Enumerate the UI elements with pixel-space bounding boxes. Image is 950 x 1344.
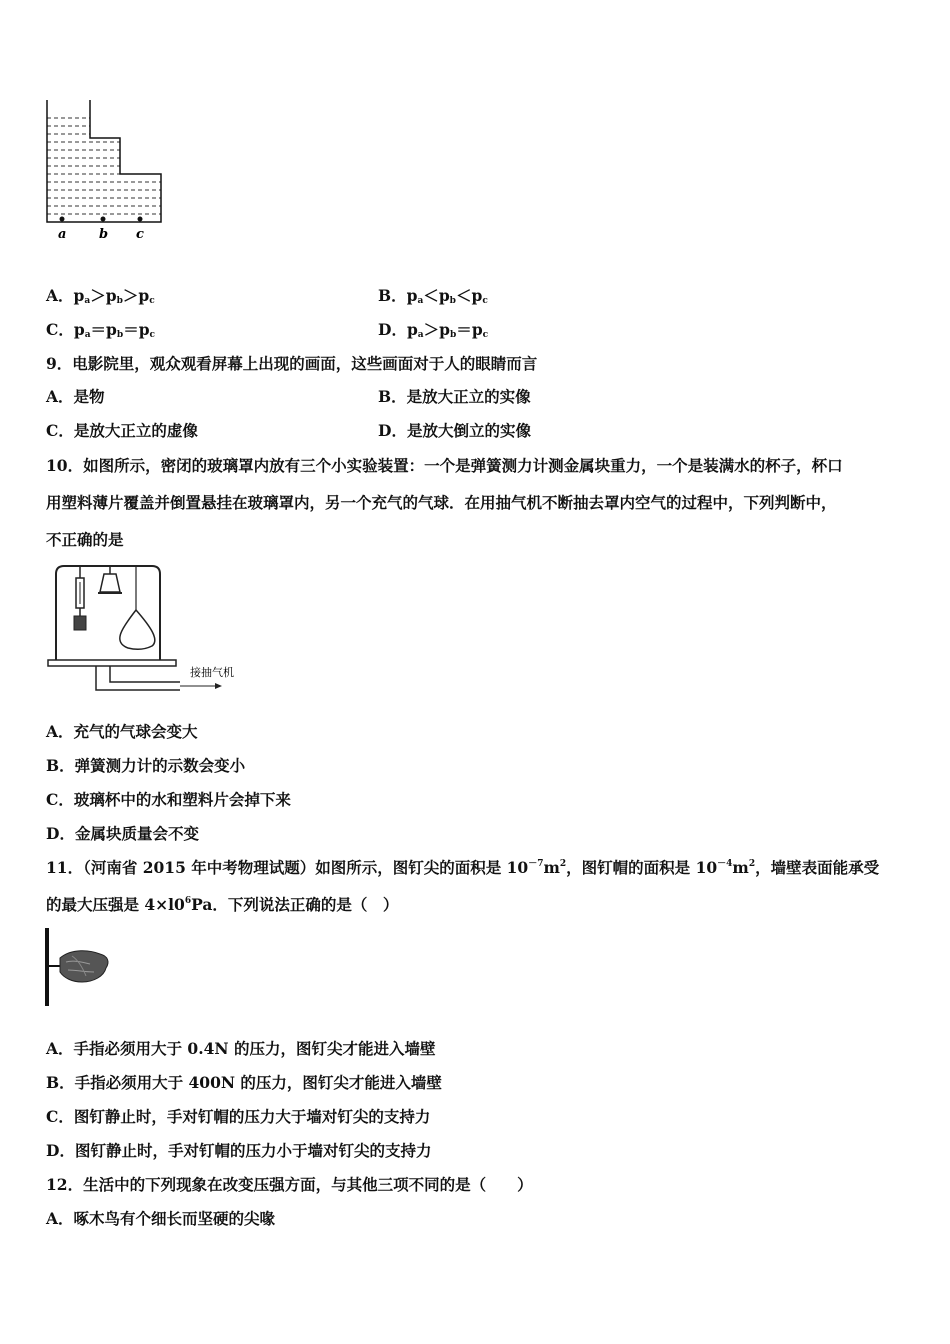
- q11-stem-line2: 的最大压强是 $4\times l0^6Pa$．下列说法正确的是（ ）: [46, 895, 399, 914]
- q9-stem: 9．电影院里，观众观看屏幕上出现的画面，这些画面对于人的眼睛而言: [46, 354, 538, 373]
- q8-option-a: A．$p_a>p_b>p_c$: [46, 286, 155, 306]
- point-b: [101, 217, 106, 222]
- pump-label: 接抽气机: [190, 666, 234, 679]
- point-a: [60, 217, 65, 222]
- q11-option-c: C．图钉静止时，手对钉帽的压力大于墙对钉尖的支持力: [46, 1107, 431, 1126]
- q10-option-c: C．玻璃杯中的水和塑料片会掉下来: [46, 790, 291, 809]
- q8-option-d: D．$p_a>p_b=p_c$: [378, 320, 489, 340]
- q11-option-a: A．手指必须用大于 0.4N 的压力，图钉尖才能进入墙壁: [46, 1039, 436, 1058]
- stepped-container-figure: [40, 98, 170, 243]
- q12-option-a: A．啄木鸟有个细长而坚硬的尖喙: [46, 1209, 276, 1228]
- q9-option-d: D．是放大倒立的实像: [378, 421, 531, 440]
- q8-option-c: C．$p_a=p_b=p_c$: [46, 320, 156, 340]
- q11-stem-line1: 11．（河南省 2015 年中考物理试题）如图所示，图钉尖的面积是 $10^{-7}m^2$，图钉帽的面积是 $10^{-4}m^2$，墙壁表面能承受: [46, 858, 880, 877]
- q10-stem-line1: 10．如图所示，密闭的玻璃罩内放有三个小实验装置：一个是弹簧测力计测金属块重力，一个是装满水的杯子，杯口: [46, 456, 843, 475]
- q8-option-b: B．$p_a<p_b<p_c$: [378, 286, 488, 306]
- q12-stem: 12．生活中的下列现象在改变压强方面，与其他三项不同的是（ ）: [46, 1175, 533, 1194]
- label-c: c: [136, 227, 144, 242]
- q10-stem-line3: 不正确的是: [46, 530, 124, 549]
- q10-option-d: D．金属块质量会不变: [46, 824, 199, 843]
- q9-option-b: B．是放大正立的实像: [378, 387, 531, 406]
- q10-stem-line2: 用塑料薄片覆盖并倒置悬挂在玻璃罩内，另一个充气的气球．在用抽气机不断抽去罩内空气的过程中，下列判断中，: [46, 493, 837, 512]
- q10-option-a: A．充气的气球会变大: [46, 722, 198, 741]
- thumbtack-hand-figure: [42, 926, 122, 1010]
- vacuum-bell-jar-figure: [40, 560, 260, 700]
- q11-option-b: B．手指必须用大于 400N 的压力，图钉尖才能进入墙壁: [46, 1073, 442, 1092]
- label-b: b: [99, 227, 109, 242]
- q9-option-a: A．是物: [46, 387, 105, 406]
- q10-option-b: B．弹簧测力计的示数会变小: [46, 756, 246, 775]
- point-c: [138, 217, 143, 222]
- q9-option-c: C．是放大正立的虚像: [46, 421, 198, 440]
- q11-option-d: D．图钉静止时，手对钉帽的压力小于墙对钉尖的支持力: [46, 1141, 432, 1160]
- label-a: a: [58, 227, 67, 242]
